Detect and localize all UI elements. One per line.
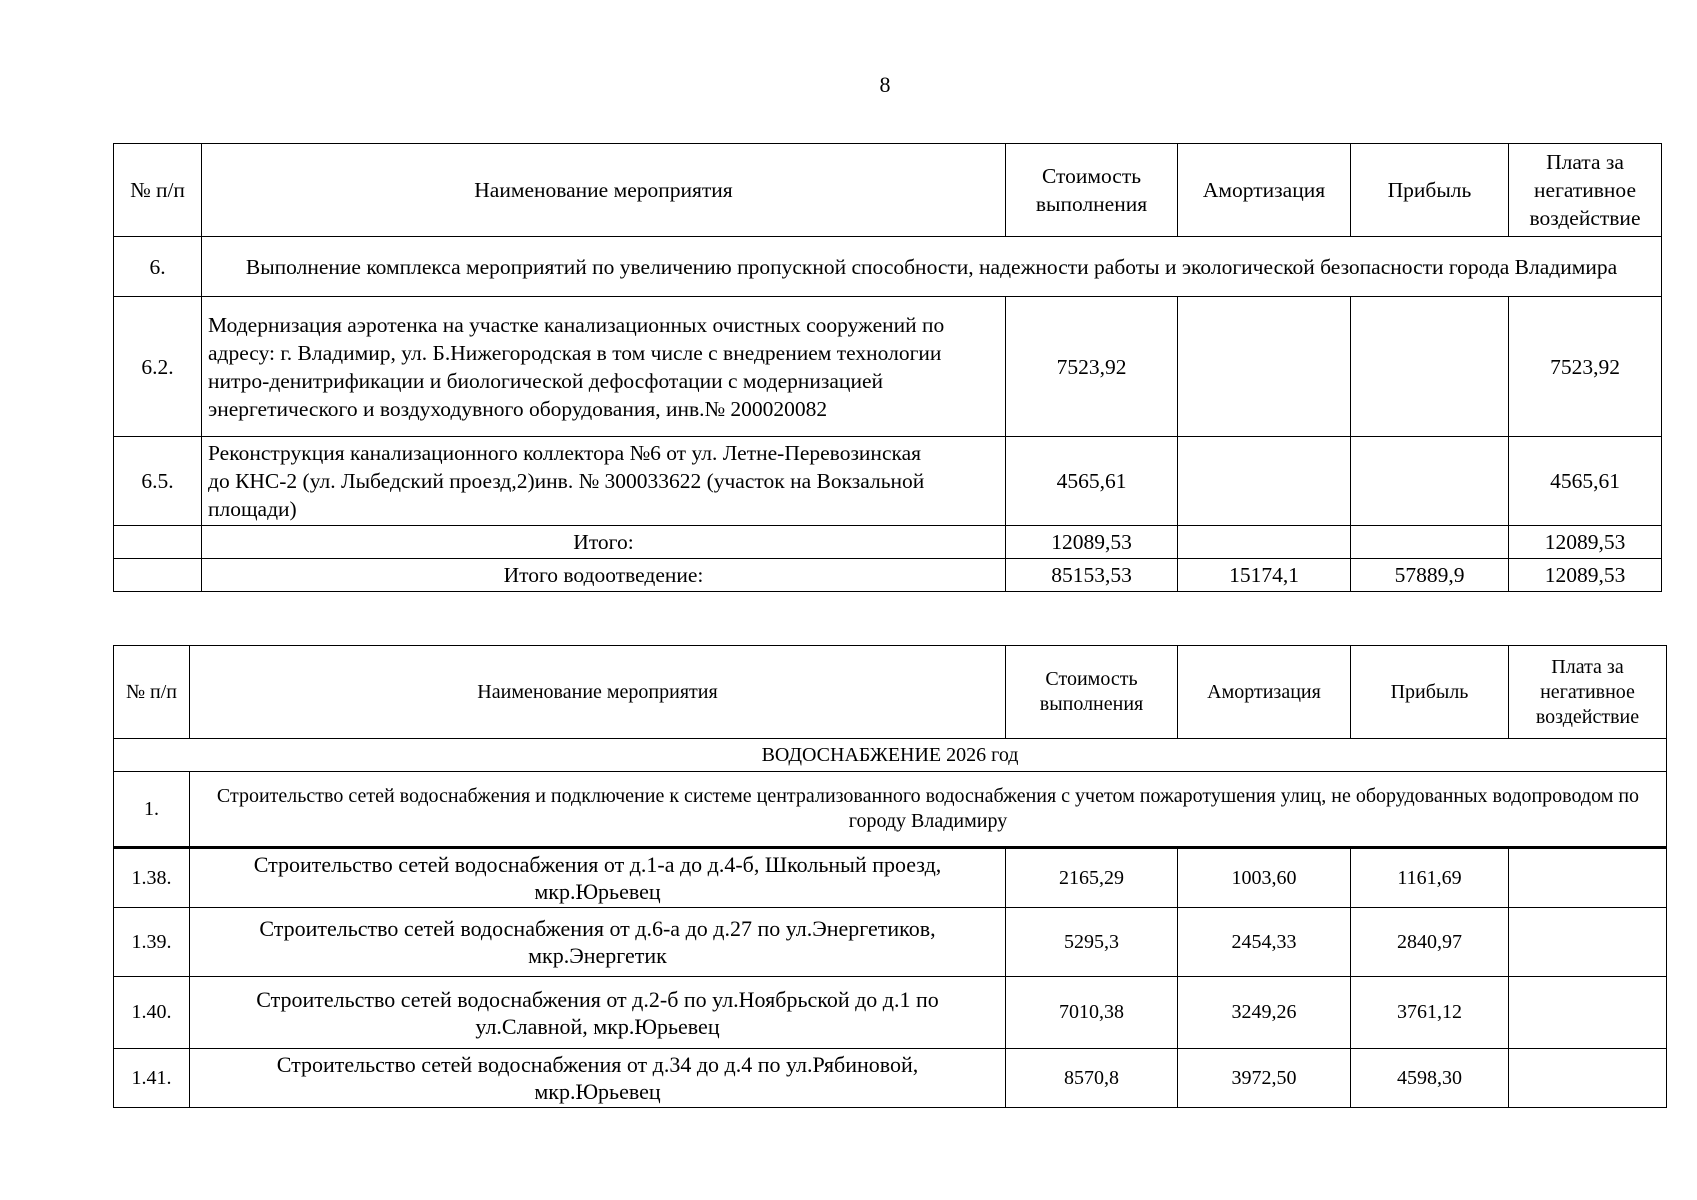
- total-row: [114, 526, 1662, 559]
- row-cost: 7523,92: [1006, 297, 1178, 437]
- page-number: 8: [879, 72, 891, 97]
- row-fee: [1509, 977, 1667, 1049]
- header-fee: Плата за негативное воздействие: [1509, 646, 1667, 739]
- row-profit: 3761,12: [1351, 977, 1509, 1049]
- header-fee: Плата за негативное воздействие: [1509, 144, 1662, 237]
- total-wastewater-num: [114, 559, 202, 592]
- row-name: Реконструкция канализационного коллектора №6 от ул. Летне-Перевозинская до КНС-2 (ул. Лыбедский проезд,2)инв. № 300033622 (участок на Вокзальной площади): [202, 437, 1006, 526]
- row-cost: 2165,29: [1006, 848, 1178, 908]
- header-amortization: Амортизация: [1178, 646, 1351, 739]
- section-title: Строительство сетей водоснабжения и подключение к системе централизованного водоснабжения с учетом пожаротушения улиц, не оборудованных водопроводом по городу Владимиру: [190, 772, 1667, 848]
- total-label: Итого:: [202, 526, 1006, 559]
- total-num: [114, 526, 202, 559]
- header-profit: Прибыль: [1351, 144, 1509, 237]
- row-num: 1.41.: [114, 1049, 190, 1108]
- row-amortization: [1178, 297, 1351, 437]
- row-amortization: 2454,33: [1178, 908, 1351, 977]
- section-title: Выполнение комплекса мероприятий по увеличению пропускной способности, надежности работы и экологической безопасности города Владимира: [202, 237, 1662, 297]
- row-cost: 8570,8: [1006, 1049, 1178, 1108]
- row-num: 1.39.: [114, 908, 190, 977]
- row-amortization: 3972,50: [1178, 1049, 1351, 1108]
- header-name: Наименование мероприятия: [190, 646, 1006, 739]
- table-header-row: [114, 646, 1667, 739]
- row-fee: 4565,61: [1509, 437, 1662, 526]
- row-num: 1.38.: [114, 848, 190, 908]
- total-wastewater-row: [114, 559, 1662, 592]
- row-name: Строительство сетей водоснабжения от д.2-б по ул.Ноябрьской до д.1 по ул.Славной, мкр.Юрьевец: [190, 977, 1006, 1049]
- row-amortization: 3249,26: [1178, 977, 1351, 1049]
- row-fee: 7523,92: [1509, 297, 1662, 437]
- row-amortization: [1178, 437, 1351, 526]
- total-fee: 12089,53: [1509, 526, 1662, 559]
- row-cost: 4565,61: [1006, 437, 1178, 526]
- row-profit: 2840,97: [1351, 908, 1509, 977]
- total-wastewater-amortization: 15174,1: [1178, 559, 1351, 592]
- table-row: [114, 977, 1667, 1049]
- header-num: № п/п: [114, 144, 202, 237]
- water-supply-measures-table: [113, 645, 1667, 1108]
- row-cost: 5295,3: [1006, 908, 1178, 977]
- row-name: Строительство сетей водоснабжения от д.1-а до д.4-б, Школьный проезд, мкр.Юрьевец: [190, 848, 1006, 908]
- row-profit: 1161,69: [1351, 848, 1509, 908]
- table-row: [114, 1049, 1667, 1108]
- row-fee: [1509, 908, 1667, 977]
- header-cost: Стоимость выполнения: [1006, 144, 1178, 237]
- table-row: [114, 848, 1667, 908]
- row-num: 6.2.: [114, 297, 202, 437]
- row-name: Модернизация аэротенка на участке канализационных очистных сооружений по адресу: г. Владимир, ул. Б.Нижегородская в том числе с внедрением технологии нитро-денитрификации и биологической дефосфотации с модернизацией энергетического и воздуходувного оборудования, инв.№ 200020082: [202, 297, 1006, 437]
- section-row: [114, 237, 1662, 297]
- row-num: 6.5.: [114, 437, 202, 526]
- row-profit: 4598,30: [1351, 1049, 1509, 1108]
- total-cost: 12089,53: [1006, 526, 1178, 559]
- section-row: [114, 772, 1667, 848]
- row-name: Строительство сетей водоснабжения от д.6-а до д.27 по ул.Энергетиков, мкр.Энергетик: [190, 908, 1006, 977]
- row-fee: [1509, 848, 1667, 908]
- row-name: Строительство сетей водоснабжения от д.34 до д.4 по ул.Рябиновой, мкр.Юрьевец: [190, 1049, 1006, 1108]
- row-profit: [1351, 297, 1509, 437]
- row-amortization: 1003,60: [1178, 848, 1351, 908]
- row-fee: [1509, 1049, 1667, 1108]
- table-row: [114, 437, 1662, 526]
- header-cost: Стоимость выполнения: [1006, 646, 1178, 739]
- row-num: 1.40.: [114, 977, 190, 1049]
- year-heading-row: [114, 739, 1667, 772]
- section-num: 1.: [114, 772, 190, 848]
- table-row: [114, 908, 1667, 977]
- header-amortization: Амортизация: [1178, 144, 1351, 237]
- header-num: № п/п: [114, 646, 190, 739]
- header-profit: Прибыль: [1351, 646, 1509, 739]
- section-num: 6.: [114, 237, 202, 297]
- total-profit: [1351, 526, 1509, 559]
- total-amortization: [1178, 526, 1351, 559]
- row-cost: 7010,38: [1006, 977, 1178, 1049]
- total-wastewater-label: Итого водоотведение:: [202, 559, 1006, 592]
- total-wastewater-profit: 57889,9: [1351, 559, 1509, 592]
- total-wastewater-fee: 12089,53: [1509, 559, 1662, 592]
- year-heading: ВОДОСНАБЖЕНИЕ 2026 год: [114, 739, 1667, 772]
- header-name: Наименование мероприятия: [202, 144, 1006, 237]
- table-header-row: [114, 144, 1662, 237]
- row-profit: [1351, 437, 1509, 526]
- table-row: [114, 297, 1662, 437]
- total-wastewater-cost: 85153,53: [1006, 559, 1178, 592]
- wastewater-measures-table: [113, 143, 1662, 592]
